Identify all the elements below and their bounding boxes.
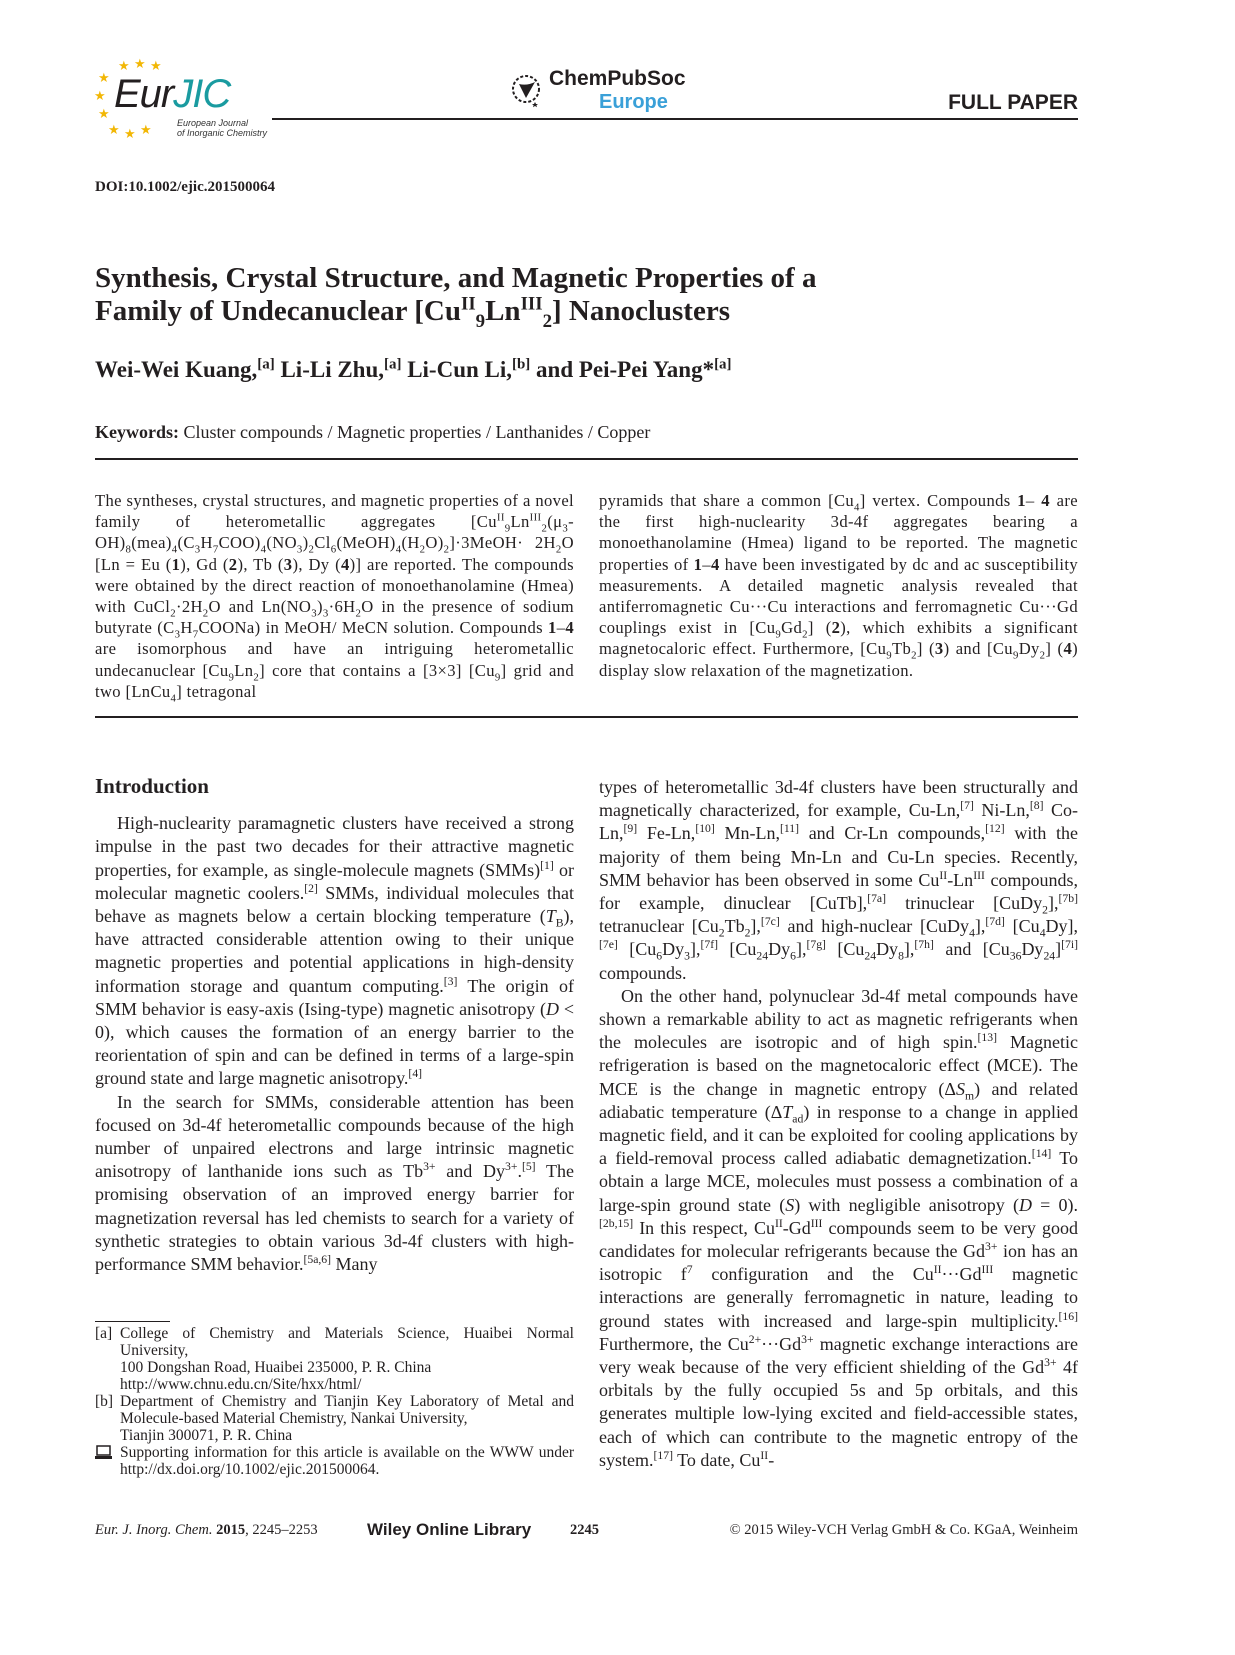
paragraph: High-nuclearity paramagnetic clusters have received a strong impulse in the past two decades for their attractive magnetic properties, for example, as single-molecule magnets (SMMs)[1] or molecular magnetic coolers.[2] SMMs, individual molecules that behave as magnets below a certain blocking temperature $(T_B)$, have attracted considerable attention owing to their unique magnetic properties and potential applications in high-density information storage and quantum computing.[3] The origin of SMM behavior is easy-axis (Ising-type) magnetic anisotropy (D < 0), which causes the formation of an energy barrier to the reorientation of spin and can be defined in terms of a large-spin ground state and large magnetic anisotropy.[4] [95, 813, 575, 1089]
abstract-right: pyramids that share a common $[Cu_4]$ vertex. Compounds 1– 4 are the first high-nuclearity 3d-4f aggregates bearing a monoethanolamine (Hmea) ligand to be reported. The magnetic properties of 1–4 have been investigated by dc and ac susceptibility measurements. A detailed magnetic analysis revealed that antiferromagnetic Cu···Cu interactions and ferromagnetic Cu···Gd couplings exist in $[Cu_9Gd_2]$ (2), which exhibits a significant magnetocaloric effect. Furthermore, $[Cu_9Tb_2]$ (3) and $[Cu_9Dy_2]$ (4) display slow relaxation of the magnetization. [599, 491, 1078, 680]
paragraph: types of heterometallic 3d-4f clusters have been structurally and magnetically characterized, for example, Cu-Ln,[7] Ni-Ln,[8] Co-Ln,[9] Fe-Ln,[10] Mn-Ln,[11] and Cr-Ln compounds,[12] with the majority of them being Mn-Ln and Cu-Ln species. Recently, SMM behavior has been observed in some $Cu^{II}-Ln^{III}$ compounds, for example, dinuclear [CuTb],[7a] trinuclear [CuDy$_2$],[7b] tetranuclear $[Cu_2Tb_2],[7c]$ and high-nuclear [CuDy$_4$],[7d] $[Cu_4Dy],[7e]$ $[Cu_6Dy_3],[7f]$ $[Cu_{24}Dy_6],[7g]$ $[Cu_{24}Dy_8],[7h]$ and $[Cu_{36}Dy_{24}][7i]$ compounds. [599, 777, 1079, 983]
star-icon: ★ [98, 70, 110, 85]
computer-icon [95, 1444, 120, 1478]
star-icon: ★ [134, 56, 146, 71]
header-rule [272, 118, 1078, 120]
logo-subtitle [177, 118, 267, 138]
footnote-affiliation-a [95, 1325, 574, 1393]
left-column [95, 775, 574, 1276]
footnotes [95, 1325, 574, 1478]
society-name: ChemPubSoc [549, 67, 686, 90]
star-icon: ★ [124, 126, 136, 141]
keywords-label: Keywords: [95, 422, 179, 442]
footnote-tag: [b] [95, 1393, 114, 1410]
footnote-text: Department of Chemistry and Tianjin Key Laboratory of Metal and Molecule-based Material Chemistry, Nankai University, Tianjin 300071, P. R. China [120, 1393, 574, 1444]
page-number: 2245 [570, 1522, 599, 1538]
star-icon: ★ [150, 58, 162, 73]
paper-title: Synthesis, Crystal Structure, and Magnetic Properties of a Family of Undecanuclear $[Cu^{II}_9Ln^{III}_2]$ Nanoclusters [95, 262, 817, 332]
keywords [95, 422, 650, 443]
logo-subtitle-2: of Inorganic Chemistry [177, 128, 268, 138]
star-icon: ★ [108, 122, 120, 137]
star-icon: ★ [94, 88, 106, 103]
society-region: Europe [599, 91, 668, 113]
section-label: FULL PAPER [948, 91, 1078, 114]
footnote-tag: [a] [95, 1325, 113, 1342]
footnote-affiliation-b [95, 1393, 574, 1444]
star-icon: ★ [98, 106, 110, 121]
star-icon: ★ [118, 58, 130, 73]
footer-copyright: © 2015 Wiley-VCH Verlag GmbH & Co. KGaA, Weinheim [729, 1522, 1078, 1538]
keywords-rule [95, 458, 1078, 460]
logo-text-accent: JIC [173, 72, 231, 116]
keywords-text: Cluster compounds / Magnetic properties / Lanthanides / Copper [183, 422, 651, 442]
abstract-left: The syntheses, crystal structures, and magnetic properties of a novel family of heterometallic aggregates $[Cu^{II}_9Ln^{III}_2(\mu_3-OH)_8(mea)_4(C_3H_7COO)_4(NO_3)_2Cl_6(MeOH)_4(H_2O)_2]\cdot 3MeOH\cdot 2H_2O$ [Ln = Eu (1), Gd (2), Tb (3), Dy (4)] are reported. The compounds were obtained by the direct reaction of monoethanolamine (Hmea) with $CuCl_2\cdot 2H_2O$ and $Ln(NO_3)_3\cdot 6H_2O$ in the presence of sodium butyrate $(C_3H_7COONa)$ in MeOH/ MeCN solution. Compounds 1–4 are isomorphous and have an intriguing heterometallic undecanuclear $[Cu_9Ln_2]$ core that contains a [3×3] $[Cu_9]$ grid and two [LnCu$_4$] tetragonal [95, 491, 575, 705]
footnote-text: Supporting information for this article is available on the WWW under http://dx.doi.org/10.1002/ejic.201500064. [120, 1444, 574, 1478]
logo-subtitle-1: European Journal [177, 118, 249, 128]
paragraph: On the other hand, polynuclear 3d-4f metal compounds have shown a remarkable ability to act as magnetic refrigerants when the molecules are isotropic and of high spin.[13] Magnetic refrigeration is based on the magnetocaloric effect (MCE). The MCE is the change in magnetic entropy $(\Delta S_m)$ and related adiabatic temperature $(\Delta T_{ad})$ in response to a change in applied magnetic field, and it can be exploited for cooling applications by a field-removal process called adiabatic demagnetization.[14] To obtain a large MCE, molecules must possess a combination of a large-spin ground state (S) with negligible anisotropy (D = 0).[2b,15] In this respect, $Cu^{II}-Gd^{III}$ compounds seem to be very good candidates for molecular refrigerants because the $Gd^{3+}$ ion has an isotropic $f^7$ configuration and the $Cu^{II}\cdot\cdot\cdot Gd^{III}$ magnetic interactions are generally ferromagnetic in nature, leading to ground states with increased and large-spin multiplicity.[16] Furthermore, the $Cu^{2+}\cdot\cdot\cdot Gd^{3+}$ magnetic exchange interactions are very weak because of the very efficient shielding of the $Gd^{3+}$ 4f orbitals by the fully occupied 5s and 5p orbitals, and this generates multiple low-lying excited and field-accessible states, each of which can contribute to the magnetic entropy of the system.[17] To date, $Cu^{II}-$ [599, 985, 1079, 1470]
page-footer [95, 1522, 1078, 1546]
logo-wordmark [114, 74, 230, 114]
section-heading: Introduction [95, 774, 209, 798]
chempubsoc-logo [511, 67, 686, 118]
right-column [599, 776, 1078, 1472]
footnote-rule [95, 1321, 170, 1322]
abstract-rule [95, 716, 1078, 718]
footer-library[interactable]: Wiley Online Library [367, 1520, 532, 1539]
paragraph: In the search for SMMs, considerable attention has been focused on 3d-4f heterometallic compounds because of the high number of unpaired electrons and large intrinsic magnetic anisotropy of lanthanide ions such as $Tb^{3+}$ and $Dy^{3+}.[5]$ The promising observation of an improved energy barrier for magnetization reversal has led chemists to search for a variety of synthetic strategies to obtain various 3d-4f clusters with high-performance SMM behavior.[5a,6] Many [95, 1091, 574, 1275]
footnote-text: College of Chemistry and Materials Science, Huaibei Normal University, 100 Dongshan Road, Huaibei 235000, P. R. China http://www.chnu.edu.cn/Site/hxx/html/ [120, 1325, 574, 1393]
doi[interactable]: DOI:10.1002/ejic.201500064 [95, 179, 275, 195]
chempubsoc-emblem-icon [511, 72, 543, 108]
author-list: Wei-Wei Kuang,[a] Li-Li Zhu,[a] Li-Cun Li,[b] and Pei-Pei Yang*[a] [95, 356, 732, 382]
footer-citation: Eur. J. Inorg. Chem. 2015, 2245–2253 [95, 1522, 318, 1538]
eurjic-logo [92, 56, 268, 144]
logo-text: Eur [114, 72, 174, 116]
star-icon: ★ [140, 122, 152, 137]
footnote-supporting-info[interactable] [95, 1444, 574, 1478]
